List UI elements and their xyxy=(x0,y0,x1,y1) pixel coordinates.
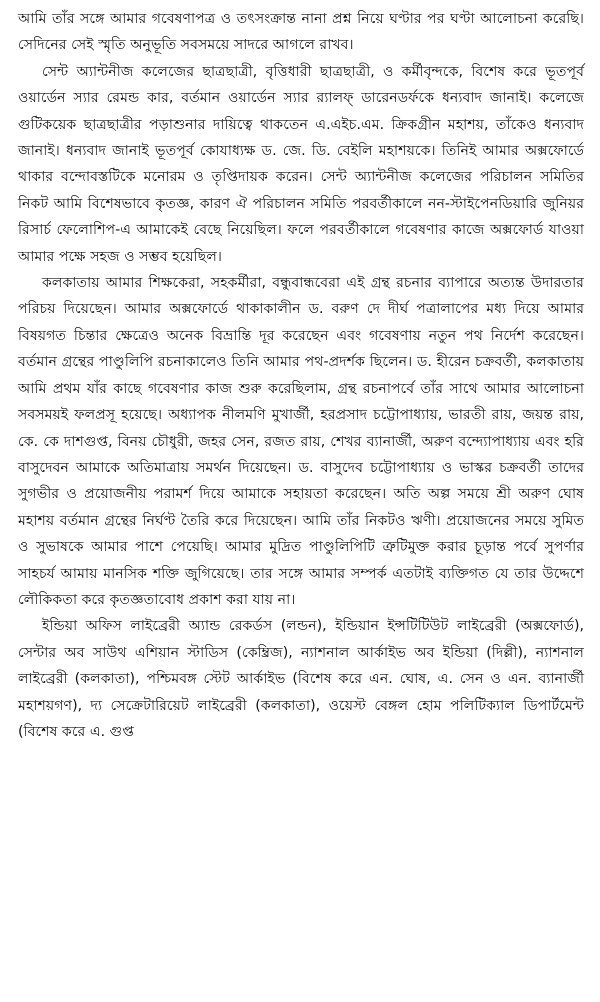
paragraph: ইন্ডিয়া অফিস লাইব্রেরী অ্যান্ড রেকর্ডস (লন্ডন), ইন্ডিয়ান ইন্সটিটিউট লাইব্রেরী (অক্সফোর্ড), সেন্টার অব সাউথ এশিয়ান স্টাডিস (কেম্ব্রিজ), ন্যাশনাল আর্কাইভ অব ইন্ডিয়া (দিল্লী), ন্যাশনাল লাইব্রেরী (কলকাতা), পশ্চিমবঙ্গ স্টেট আর্কাইভ (বিশেষ করে এন. ঘোষ, এ. সেন ও এন. ব্যানার্জী মহাশয়গণ), দ্য সেক্রেটারিয়েট লাইব্রেরী (কলকাতা), ওয়েস্ট বেঙ্গল হোম পলিটিক্যাল ডিপার্টমেন্ট (বিশেষ করে এ. গুপ্ত xyxy=(18,618,584,740)
paragraph: সেন্ট অ্যান্টনীজ কলেজের ছাত্রছাত্রী, বৃত্তিধারী ছাত্রছাত্রী, ও কর্মীবৃন্দকে, বিশেষ করে ভূতপূর্ব ওয়ার্ডেন স্যার রেমন্ড কার, বর্তমান ওয়ার্ডেন স্যার র‍্যালফ্ ডারেনডর্ফকে ধন্যবাদ জানাই। কলেজে গুটিকয়েক ছাত্রছাত্রীর পড়াশুনার দায়িত্বে থাকতেন এ.এইচ.এম. ক্রিকগ্রীন মহাশয়, তাঁকেও ধন্যবাদ জানাই। ধন্যবাদ জানাই ভূতপূর্ব কোযাধ্যক্ষ ড. জে. ডি. বেইলি মহাশয়কে। তিনিই আমার অক্সফোর্ডে থাকার বন্দোবস্তটিকে মনোরম ও তৃপ্তিদায়ক করেন। সেন্ট অ্যান্টনীজ কলেজের পরিচালন সমিতির নিকট আমি বিশেষভাবে কৃতজ্ঞ, কারণ ঐ পরিচালন সমিতি পরবর্তীকালে নন-স্টাইপেনডিয়ারি জুনিয়র রিসার্চ ফেলোশিপ-এ আমাকেই বেছে নিয়েছিল। ফলে পরবর্তীকালে গবেষণার কাজে অক্সফোর্ড যাওয়া আমার পক্ষে সহজ ও সম্ভব হয়েছিল। xyxy=(18,63,584,265)
paragraph: আমি তাঁর সঙ্গে আমার গবেষণাপত্র ও তৎসংক্রান্ত নানা প্রশ্ন নিয়ে ঘণ্টার পর ঘণ্টা আলোচনা করেছি। সেদিনের সেই স্মৃতি অনুভূতি সবসময়ে সাদরে আগলে রাখব। xyxy=(18,11,584,54)
paragraph: কলকাতায় আমার শিক্ষকেরা, সহকর্মীরা, বন্ধুবান্ধবেরা এই গ্রন্থ রচনার ব্যাপারে অত্যন্ত উদারতার পরিচয় দিয়েছেন। আমার অক্সফোর্ডে থাকাকালীন ড. বরুণ দে দীর্ঘ পত্রালাপের মধ্য দিয়ে আমার বিষয়গত চিন্তার ক্ষেত্রেও অনেক বিভ্রান্তি দূর করেছেন এবং গবেষণায় নতুন পথ নির্দেশ করেছেন। বর্তমান গ্রন্থের পাণ্ডুলিপি রচনাকালেও তিনি আমার পথ-প্রদর্শক ছিলেন। ড. হীরেন চক্রবর্তী, কলকাতায় আমি প্রথম যাঁর কাছে গবেষণার কাজ শুরু করেছিলাম, গ্রন্থ রচনাপর্বে তাঁর সাথে আমার আলোচনা সবসময়ই ফলপ্রসূ হয়েছে। অধ্যাপক নীলমণি মুখার্জী, হরপ্রসাদ চট্টোপাধ্যায়, ভারতী রায়, জয়ন্ত রায়, কে. কে দাশগুপ্ত, বিনয় চৌধুরী, জহর সেন, রজত রায়, শেখর ব্যানার্জী, অরুণ বন্দ্যোপাধ্যায় এবং হরি বাসুদেবন আমাকে অতিমাত্রায় সমর্থন দিয়েছেন। ড. বাসুদেব চট্টোপাধ্যায় ও ভাস্কর চক্রবর্তী তাদের সুগভীর ও প্রয়োজনীয় পরামর্শ দিয়ে আমাকে সহায়তা করেছেন। অতি অল্প সময়ে শ্রী অরুণ ঘোষ মহাশয় বর্তমান গ্রন্থের নির্ঘণ্ট তৈরি করে দিয়েছেন। আমি তাঁর নিকটও ঋণী। প্রয়োজনের সময়ে সুমিত ও সুভাষকে আমার পাশে পেয়েছি। আমার মুদ্রিত পাণ্ডুলিপিটি ত্রুটিমুক্ত করার চূড়ান্ত পর্বে সুপর্ণার সাহচর্য আমায় মানসিক শক্তি জুগিয়েছে। তার সঙ্গে আমার সম্পর্ক এতটাই ব্যক্তিগত যে তার উদ্দেশে লৌকিকতা করে কৃতজ্ঞতাবোধ প্রকাশ করা যায় না। xyxy=(18,275,584,608)
